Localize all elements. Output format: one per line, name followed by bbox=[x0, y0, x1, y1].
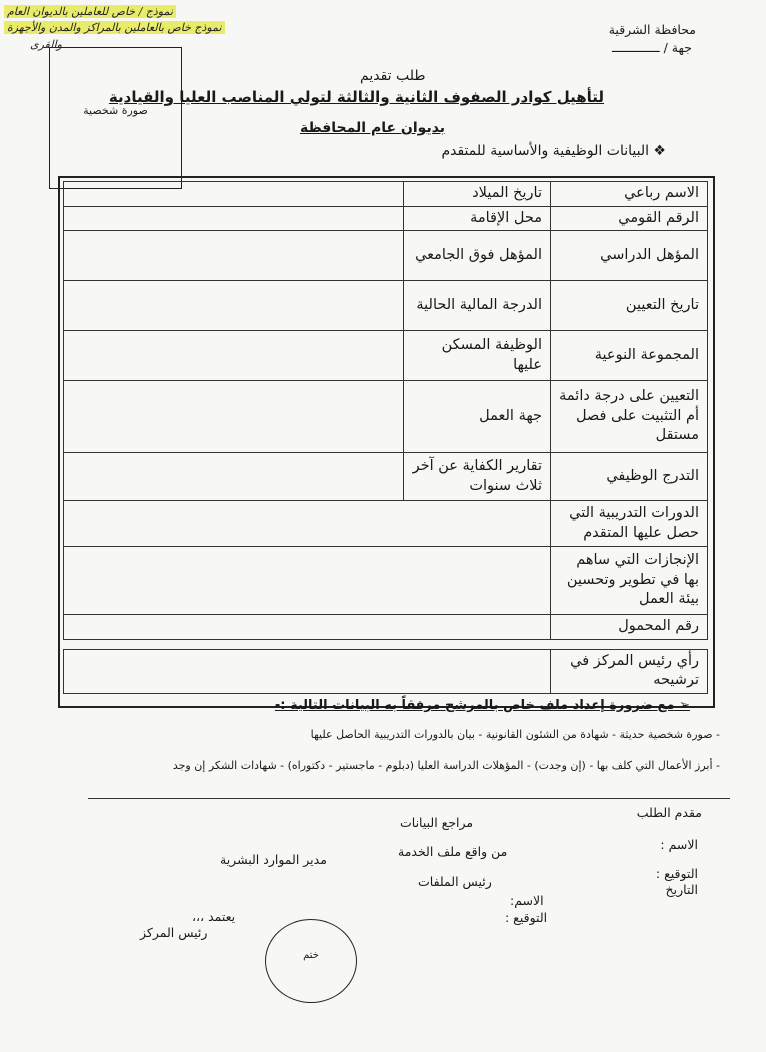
table-row bbox=[64, 381, 708, 453]
handwritten-note-3: والقرى bbox=[30, 38, 62, 51]
center-head: رئيس المركز bbox=[140, 925, 208, 940]
table-row bbox=[64, 331, 708, 381]
table-row bbox=[64, 649, 708, 693]
applicant-date-label: التاريخ bbox=[665, 882, 698, 897]
applicant-data-table bbox=[63, 181, 708, 694]
label-cell: الدورات التدريبية التي حصل عليها المتقدم bbox=[551, 501, 708, 547]
label-cell: تاريخ التعيين bbox=[551, 281, 708, 331]
section-heading: ❖ البيانات الوظيفية والأساسية للمتقدم bbox=[441, 143, 666, 159]
value-cell[interactable] bbox=[64, 615, 551, 640]
label-cell: رأي رئيس المركز في ترشيحه bbox=[551, 649, 708, 693]
photo-box bbox=[49, 47, 182, 189]
table-row bbox=[64, 281, 708, 331]
attachments-line-1: - صورة شخصية حديثة - شهادة من الشئون القانونية - بيان بالدورات التدريبية الحاصل عليها bbox=[310, 728, 720, 741]
value-cell[interactable] bbox=[64, 182, 404, 207]
files-name-label: الاسم: bbox=[510, 893, 544, 908]
entity-label: جهة / ـــــــــــــ bbox=[612, 40, 692, 55]
value-cell[interactable] bbox=[64, 381, 404, 453]
value-cell[interactable] bbox=[64, 231, 404, 281]
label-cell: الوظيفة المسكن عليها bbox=[404, 331, 551, 381]
label-cell: الاسم رباعي bbox=[551, 182, 708, 207]
value-cell[interactable] bbox=[64, 281, 404, 331]
table-row bbox=[64, 615, 708, 640]
label-cell: التدرج الوظيفي bbox=[551, 453, 708, 501]
value-cell[interactable] bbox=[64, 547, 551, 615]
title-line-1: طلب تقديم bbox=[360, 68, 426, 84]
label-cell: التعيين على درجة دائمة أم التثبيت على فصل مستقل bbox=[551, 381, 708, 453]
label-cell: جهة العمل bbox=[404, 381, 551, 453]
files-head: رئيس الملفات bbox=[418, 874, 492, 889]
label-cell: الإنجازات التي ساهم بها في تطوير وتحسين بيئة العمل bbox=[551, 547, 708, 615]
table-row bbox=[64, 501, 708, 547]
applicant-title: مقدم الطلب bbox=[636, 805, 702, 820]
table-row bbox=[64, 453, 708, 501]
value-cell[interactable] bbox=[64, 501, 551, 547]
label-cell: محل الإقامة bbox=[404, 206, 551, 231]
value-cell[interactable] bbox=[64, 453, 404, 501]
table-row bbox=[64, 547, 708, 615]
applicant-name-label: الاسم : bbox=[660, 837, 698, 852]
reviewer-title: مراجع البيانات bbox=[400, 815, 474, 830]
handwritten-note-1: نموذج / خاص للعاملين بالديوان العام bbox=[4, 5, 176, 18]
label-cell: المجموعة النوعية bbox=[551, 331, 708, 381]
governorate-label: محافظة الشرقية bbox=[608, 22, 696, 37]
stamp-label: ختم bbox=[303, 950, 319, 961]
label-cell: المؤهل الدراسي bbox=[551, 231, 708, 281]
label-cell: الدرجة المالية الحالية bbox=[404, 281, 551, 331]
attachments-heading: ➢ مع ضرورة إعداد ملف خاص بالمرشح مرفقاً به البيانات التالية :- bbox=[274, 698, 690, 713]
diamond-bullet-icon: ❖ bbox=[648, 143, 666, 159]
value-cell[interactable] bbox=[64, 649, 551, 693]
value-cell[interactable] bbox=[64, 331, 404, 381]
label-cell: تاريخ الميلاد bbox=[404, 182, 551, 207]
table-row bbox=[64, 206, 708, 231]
title-line-2: لتأهيل كوادر الصفوف الثانية والثالثة لتولي المناصب العليا والقيادية bbox=[108, 88, 604, 106]
stamp-circle bbox=[265, 919, 357, 1003]
table-row-spacer bbox=[64, 639, 708, 649]
label-cell: المؤهل فوق الجامعي bbox=[404, 231, 551, 281]
files-signature-label: التوقيع : bbox=[505, 910, 548, 925]
applicant-signature-label: التوقيع : bbox=[655, 866, 698, 881]
photo-label: صورة شخصية bbox=[83, 104, 148, 117]
bullet-icon: ➢ bbox=[674, 698, 690, 713]
value-cell[interactable] bbox=[64, 206, 404, 231]
title-line-3: بديوان عام المحافظة bbox=[300, 120, 446, 136]
label-cell: تقارير الكفاية عن آخر ثلاث سنوات bbox=[404, 453, 551, 501]
table-row bbox=[64, 182, 708, 207]
table-row bbox=[64, 231, 708, 281]
approved-label: يعتمد ،،، bbox=[192, 909, 236, 924]
hr-manager: مدير الموارد البشرية bbox=[220, 852, 327, 867]
attachments-line-2: - أبرز الأعمال التي كلف بها - (إن وجدت) - المؤهلات الدراسة العليا (دبلوم - ماجستير - دكتوراه) - شهادات الشكر إن وجد bbox=[172, 759, 720, 772]
divider bbox=[88, 798, 730, 799]
reviewer-subtitle: من واقع ملف الخدمة bbox=[398, 844, 508, 859]
handwritten-note-2: نموذج خاص بالعاملين بالمراكز والمدن والأجهزة bbox=[4, 21, 225, 34]
label-cell: رقم المحمول bbox=[551, 615, 708, 640]
label-cell: الرقم القومي bbox=[551, 206, 708, 231]
